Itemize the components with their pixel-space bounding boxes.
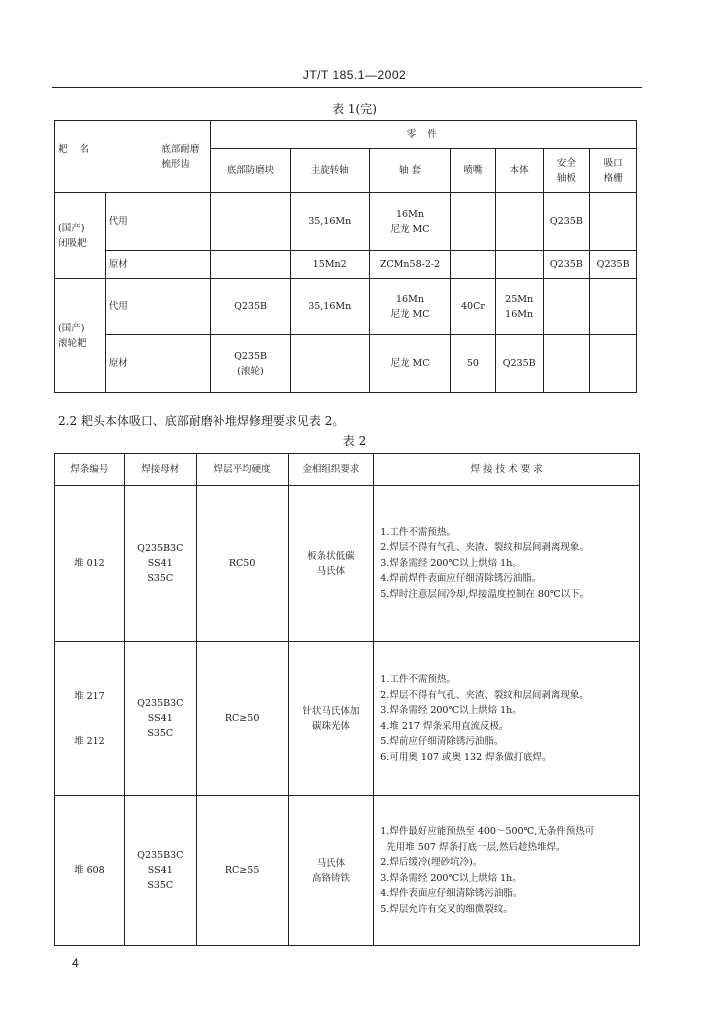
col-avg-hardness: 焊层平均硬度 (196, 454, 288, 486)
material-type-cell: 代用 (105, 279, 211, 335)
document-header: JT/T 185.1—2002 (302, 68, 407, 82)
col-welding-req: 焊 接 技 术 要 求 (374, 454, 640, 486)
bushing-cell: 16Mn 尼龙 MC (369, 279, 450, 335)
body-cell: Q235B (495, 335, 543, 393)
main-shaft-cell: 35,16Mn (290, 193, 369, 251)
material-type-cell: 原材 (105, 335, 211, 393)
rake-name-label: 耙 名 (58, 143, 90, 155)
requirement-line: 1.工件不需预热。 (380, 674, 456, 685)
main-shaft-cell: 35,16Mn (290, 279, 369, 335)
table-row (55, 486, 640, 642)
wear-block-cell: Q235B (211, 279, 290, 335)
bushing-cell: 16Mn 尼龙 MC (369, 193, 450, 251)
section-2-2: 2.2 耙头本体吸口、底部耐磨补堆焊修理要求见表 2。 (58, 414, 345, 428)
structure-cell: 板条状低碳 马氏体 (288, 486, 374, 642)
suction-grid-cell (590, 335, 637, 393)
base-metal-cell: Q235B3C SS41 S35C (124, 796, 196, 946)
material-type-cell: 代用 (105, 193, 211, 251)
requirement-line: 4.焊前焊件表面应仔细清除锈污油脂。 (380, 573, 542, 585)
safety-plate-cell (543, 335, 590, 393)
header-rule (52, 87, 642, 88)
body-cell (495, 251, 543, 279)
requirement-line: 5.焊前应仔细清除锈污油脂。 (380, 736, 504, 747)
structure-cell: 马氏体 高铬铸铁 (288, 796, 374, 946)
requirement-line: 5.焊层允许有交叉的细微裂纹。 (380, 903, 513, 915)
requirement-line: 2.焊层不得有气孔、夹渣、裂纹和层间剥离现象。 (380, 689, 589, 701)
hardness-cell: RC50 (196, 486, 288, 642)
rake-group-cell: (国产) 闭吸耙 (55, 193, 106, 279)
safety-plate-cell (543, 279, 590, 335)
body-cell (495, 193, 543, 251)
requirement-line: 2.焊后缓冷(埋砂坑冷)。 (380, 857, 483, 868)
body-cell: 25Mn 16Mn (495, 279, 543, 335)
col-suction-grid: 吸口 格栅 (590, 149, 637, 193)
nozzle-cell: 50 (451, 335, 496, 393)
suction-grid-cell (590, 193, 637, 251)
main-shaft-cell: 15Mn2 (290, 251, 369, 279)
requirement-line: 3.焊条需经 200℃以上烘焙 1h。 (380, 557, 522, 569)
col-main-shaft: 主旋转轴 (290, 149, 369, 193)
table2-caption: 表 2 (342, 434, 367, 448)
base-metal-cell: Q235B3C SS41 S35C (124, 486, 196, 642)
col-bushing: 轴 套 (369, 149, 450, 193)
suction-grid-cell: Q235B (590, 251, 637, 279)
requirement-line: 4.焊件表面应仔细清除锈污油脂。 (380, 888, 523, 899)
table-row (55, 642, 640, 796)
hardness-cell: RC≥50 (196, 642, 288, 796)
page-number: 4 (72, 956, 79, 970)
wear-block-cell: Q235B (滚轮) (211, 335, 290, 393)
main-shaft-cell (290, 335, 369, 393)
col-body: 本体 (495, 149, 543, 193)
requirement-line: 6.可用奥 107 或奥 132 焊条做打底焊。 (380, 751, 552, 763)
nozzle-cell (451, 251, 496, 279)
base-metal-cell: Q235B3C SS41 S35C (124, 642, 196, 796)
requirement-line: 先用堆 507 焊条打底一层,然后趁热堆焊。 (380, 841, 566, 853)
safety-plate-cell: Q235B (543, 193, 590, 251)
wear-block-cell (211, 193, 290, 251)
table-row (55, 335, 637, 393)
requirement-line: 5.焊时注意层间冷却,焊接温度控制在 80℃以下。 (380, 588, 590, 600)
nozzle-cell (451, 193, 496, 251)
electrode-code-cell: 堆 608 (55, 796, 125, 946)
requirement-line: 2.焊层不得有气孔、夹渣、裂纹和层间剥离现象。 (380, 542, 589, 554)
bushing-cell: 尼龙 MC (369, 335, 450, 393)
structure-cell: 针状马氏体加 碳珠光体 (288, 642, 374, 796)
col-comb-teeth: 底部耐磨 梳形齿 (161, 143, 200, 170)
table-row (55, 193, 637, 251)
requirements-cell (374, 796, 640, 946)
electrode-code-cell: 堆 012 (55, 486, 125, 642)
material-type-cell: 原材 (105, 251, 211, 279)
suction-grid-cell (590, 279, 637, 335)
col-safety-plate: 安全 轴板 (543, 149, 590, 193)
requirements-cell (374, 642, 640, 796)
table1-name-header (55, 121, 211, 193)
table-row (55, 796, 640, 946)
requirement-line: 3.焊条需经 200℃以上烘焙 1h。 (380, 872, 522, 884)
safety-plate-cell: Q235B (543, 251, 590, 279)
bushing-cell: ZCMn58-2-2 (369, 251, 450, 279)
wear-block-cell (211, 251, 290, 279)
col-structure-req: 金相组织要求 (288, 454, 374, 486)
col-wear-block: 底部防磨块 (211, 149, 290, 193)
electrode-code-cell: 堆 217 堆 212 (55, 642, 125, 796)
table-row (55, 251, 637, 279)
col-electrode-code: 焊条编号 (55, 454, 125, 486)
table1-caption: 表 1(完) (332, 102, 377, 116)
requirements-cell (374, 486, 640, 642)
requirement-line: 1.工件不需预热。 (380, 526, 456, 538)
requirement-line: 3.焊条需经 200℃以上烘焙 1h。 (380, 705, 522, 716)
table1-parts-header: 零 件 (211, 121, 637, 149)
col-base-metal: 焊接母材 (124, 454, 196, 486)
hardness-cell: RC≥55 (196, 796, 288, 946)
requirement-line: 4.堆 217 焊条采用直流反极。 (380, 720, 509, 732)
requirement-line: 1.焊件最好应能预热至 400～500℃,无条件预热可 (380, 826, 595, 837)
rake-group-cell: (国产) 滚轮耙 (55, 279, 106, 393)
col-nozzle: 喷嘴 (451, 149, 496, 193)
table-2 (54, 453, 640, 946)
table-1 (54, 120, 637, 393)
table-row (55, 279, 637, 335)
nozzle-cell: 40Cr (451, 279, 496, 335)
